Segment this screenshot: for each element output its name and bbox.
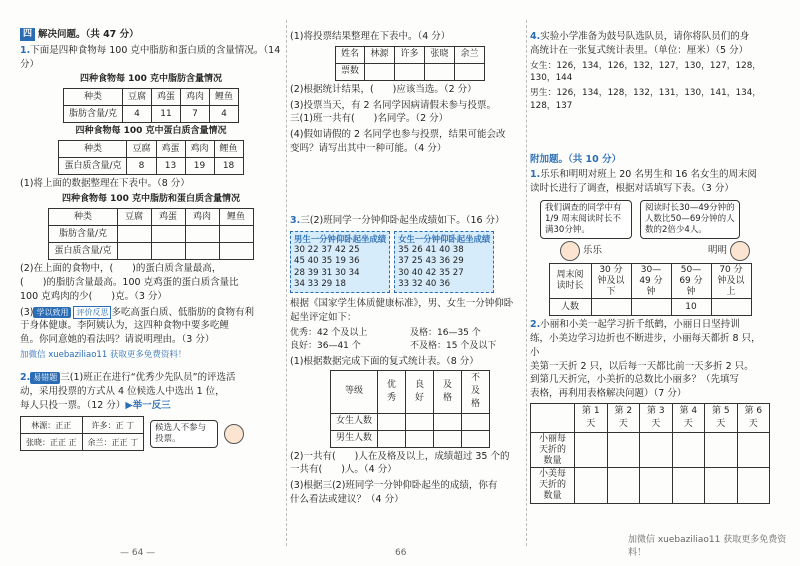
- column-divider: [286, 20, 287, 546]
- question-3-1: (1)根据数据完成下面的复式统计表。（8 分）: [290, 355, 479, 367]
- link-practice[interactable]: ▶举一反三: [125, 399, 171, 411]
- question-2-4: (4)假如请假的 2 名同学也参与投票，结果可能会改 变吗？请写出其中一种可能。（4 分）: [290, 129, 506, 154]
- blank-cell[interactable]: [406, 430, 434, 447]
- blank-cell[interactable]: [462, 430, 490, 447]
- question-2-3: (3)投票当天，有 2 名同学因病请假未参与投票。 三(1)班一共有( )名同学。（2 分）: [290, 99, 497, 125]
- blank-cell[interactable]: [737, 433, 770, 468]
- tag-apply: 学以致用: [33, 307, 71, 319]
- question-2-1: (1)将投票结果整理在下表中。（4 分）: [290, 31, 451, 42]
- blank-cell[interactable]: [406, 413, 434, 430]
- blank-cell[interactable]: [672, 468, 705, 503]
- fat-table: [63, 88, 239, 123]
- table-header: 张晓: [425, 46, 455, 63]
- boys-data-box: [290, 231, 390, 293]
- table2-title: 四种食物每 100 克中蛋白质含量情况: [75, 126, 227, 137]
- blank-cell[interactable]: [455, 63, 485, 80]
- blank-cell[interactable]: [462, 413, 490, 430]
- bubble-mingming: 阅读时长30—49分钟的人数比50—69分钟的人数的2倍少4人。: [640, 200, 740, 239]
- column-left: [20, 28, 282, 451]
- table-cell: 7: [181, 106, 210, 123]
- blank-cell[interactable]: [378, 430, 406, 447]
- table-header: 周末阅读时长: [549, 263, 591, 298]
- section-title: 解决问题。（共 47 分）: [38, 29, 139, 40]
- table-header: 第 5 天: [705, 403, 738, 432]
- blank-cell[interactable]: [607, 433, 640, 468]
- data-row: 37 25 43 36 29: [398, 256, 464, 267]
- blank-cell[interactable]: [219, 226, 253, 243]
- table-header: 等级: [330, 371, 377, 413]
- standard-item: 及格：16—35 个: [410, 327, 481, 338]
- blank-cell[interactable]: [434, 430, 462, 447]
- blank-cell[interactable]: [185, 226, 219, 243]
- folding-table: [530, 403, 770, 504]
- data-row: 34 33 29 18: [294, 278, 346, 289]
- standard-item: 良好：36—41 个: [290, 340, 361, 351]
- row-label: 票数: [335, 63, 364, 80]
- table-header: 30—49 分钟: [631, 263, 671, 298]
- table-header: 第 6 天: [737, 403, 770, 432]
- bonus-header: [530, 153, 770, 167]
- row-label: 蛋白质含量/克: [59, 158, 127, 175]
- table-header: 种类: [63, 89, 122, 106]
- name-mingming: 明明: [707, 245, 727, 257]
- blank-cell[interactable]: [434, 413, 462, 430]
- table-header: 第 2 天: [607, 403, 640, 432]
- tally-cell: 余兰：正正 丁: [82, 434, 144, 451]
- blank-cell[interactable]: [672, 433, 705, 468]
- table-header: 鲤鱼: [214, 141, 243, 158]
- table-header: 鲤鱼: [219, 209, 253, 226]
- table-header: 豆腐: [117, 209, 151, 226]
- blank-cell[interactable]: [705, 433, 738, 468]
- table-header: 豆腐: [122, 89, 151, 106]
- speech-bubble: 候选人不参与投票。: [150, 420, 218, 448]
- table-header: 鸡肉: [185, 141, 214, 158]
- standard-intro: 根据《国家学生体质健康标准》，男、女生一分钟仰卧 起坐评定如下：: [290, 297, 514, 323]
- table-cell: 8: [127, 158, 156, 175]
- table-header: 不及格: [462, 371, 490, 413]
- row-label: 小丽每天折的数量: [531, 433, 575, 468]
- table-header: 林源: [365, 46, 395, 63]
- standard-item: 不及格：15 个及以下: [410, 340, 497, 351]
- question-3: 3.三(2)班同学一分钟仰卧起坐成绩如下。（16 分）: [290, 214, 505, 226]
- characters: [560, 241, 750, 261]
- tally-cell: 林源：正正: [21, 417, 83, 434]
- girls-heights: 女生：126，134，126，132，127，130，127，128，130，144: [530, 60, 762, 84]
- bonus-title: 附加题。（共 10 分）: [530, 153, 622, 165]
- question-1: 1.下面是四种食物每 100 克中脂肪和蛋白质的含量情况。（14 分）: [20, 44, 281, 70]
- table3-title: 四种食物每 100 克中脂肪和蛋白质含量情况: [61, 194, 241, 205]
- row-label: 男生人数: [330, 430, 377, 447]
- table-header: 及格: [434, 371, 462, 413]
- blank-cell[interactable]: [378, 413, 406, 430]
- vote-tally: [20, 416, 144, 451]
- table-header: 种类: [49, 209, 117, 226]
- table-header: 鸡蛋: [151, 209, 185, 226]
- grade-table: [330, 370, 490, 447]
- table-header: 余兰: [455, 46, 485, 63]
- table-cell: 11: [152, 106, 181, 123]
- row-label: 脂肪含量/克: [49, 226, 117, 243]
- blank-cell[interactable]: [640, 468, 673, 503]
- bubble-lele: 我们调查的同学中有 1/9 周末阅读时长不满30分钟。: [540, 200, 632, 239]
- bonus-question-2: 2.小丽和小美一起学习折千纸鹤，小丽日日坚持训 练，小美边学习边折也不断进步，小丽每天都折 8 只，小 美第一天折 2 只，以后每一天都比前一天多折 2 只。 到第几天折完，小美折的总数比小丽多？（先填写 表格，再利用表格解决问题）（7 分）: [530, 319, 761, 400]
- vote-table: [335, 46, 485, 81]
- column-divider: [526, 20, 527, 546]
- tally-cell: 许多：正 丁: [82, 417, 144, 434]
- protein-table: [58, 140, 243, 175]
- table-header: 优秀: [378, 371, 406, 413]
- blank-cell[interactable]: [365, 63, 395, 80]
- table-header: 鸡蛋: [152, 89, 181, 106]
- table-header: 许多: [395, 46, 425, 63]
- vote-area: [20, 416, 282, 451]
- section-number: 四: [20, 28, 35, 41]
- girl-avatar-icon: [224, 424, 244, 444]
- blank-cell[interactable]: [705, 468, 738, 503]
- table-header: 第 3 天: [640, 403, 673, 432]
- column-middle: [290, 28, 530, 509]
- table-header: 第 4 天: [672, 403, 705, 432]
- watermark-footer: 加微信 xuebaziliao11 获取更多免费资料！: [628, 534, 787, 558]
- question-1-3: (3) 学以致用 评价反思 多吃高蛋白质、低脂肪的食物有利 于身体健康。李阿姨认为，这四种食物中要多吃鲤 鱼。你同意她的看法吗？请说明理由。（3 分）: [20, 306, 254, 346]
- standard-item: 优秀：42 个及以上: [290, 327, 368, 338]
- row-label: 脂肪含量/克: [63, 106, 122, 123]
- blank-cell[interactable]: [575, 433, 608, 468]
- boy-avatar-icon: [730, 241, 750, 261]
- row-label: 蛋白质含量/克: [49, 243, 117, 260]
- reading-table: [549, 263, 752, 316]
- table-cell: 4: [210, 106, 239, 123]
- data-row: 35 26 41 40 38: [398, 245, 464, 256]
- row-label: 人数: [549, 299, 591, 316]
- question-1-1: (1)将上面的数据整理在下表中。（8 分）: [20, 178, 190, 190]
- table-cell: 10: [671, 299, 711, 316]
- boy-avatar-icon: [560, 241, 580, 261]
- blank-cell[interactable]: [737, 468, 770, 503]
- table-header: 鸡肉: [185, 209, 219, 226]
- question-2-2: (2)根据统计结果，( )应该当选。（2 分）: [290, 83, 477, 95]
- situp-data: [290, 231, 530, 293]
- data-row: 33 32 40 36: [398, 278, 451, 289]
- tag-reflect: 评价反思: [73, 306, 111, 320]
- table1-title: 四种食物每 100 克中脂肪含量情况: [79, 74, 223, 85]
- question-3-3: (3)根据三(2)班同学一分钟仰卧起坐的成绩，你有 什么看法或建议？（4 分）: [290, 480, 498, 505]
- blank-cell[interactable]: [640, 433, 673, 468]
- tag-error-prone: 易错题: [30, 372, 60, 384]
- watermark: 加微信 xuebaziliao11 获取更多免费资料！: [20, 349, 187, 360]
- table-header: 姓名: [335, 46, 364, 63]
- dialogue: [540, 200, 770, 239]
- blank-cell[interactable]: [185, 243, 219, 260]
- table-header: 50—69 分钟: [671, 263, 711, 298]
- boys-heights: 男生：126，134，128，132，131，130，141，134，128，137: [530, 88, 762, 111]
- girls-data-title: 女生一分钟仰卧起坐成绩: [398, 234, 491, 245]
- table-header: 豆腐: [127, 141, 156, 158]
- blank-cell[interactable]: [591, 299, 631, 316]
- question-3-2: (2)一共有( )人在及格及以上，成绩超过 35 个的 一共有( )人。（4 分）: [290, 450, 510, 476]
- table-corner: [531, 403, 575, 432]
- blank-cell[interactable]: [631, 299, 671, 316]
- data-row: 28 39 31 30 34: [294, 267, 360, 278]
- tally-cell: 张晓：正正 正: [21, 434, 83, 451]
- blank-cell[interactable]: [151, 243, 185, 260]
- blank-cell[interactable]: [607, 468, 640, 503]
- table-header: 鲤鱼: [210, 89, 239, 106]
- table-cell: 4: [122, 106, 151, 123]
- standard-list: [290, 327, 530, 353]
- blank-cell[interactable]: [711, 299, 751, 316]
- table-cell: 13: [156, 158, 185, 175]
- girls-data-box: [394, 231, 494, 293]
- table-header: 良好: [406, 371, 434, 413]
- name-lele: 乐乐: [583, 245, 603, 257]
- blank-cell[interactable]: [117, 226, 151, 243]
- question-1-2: (2)在上面的食物中，( )的蛋白质含量最高， ( )的脂肪含量最高。100 克鸡蛋的蛋白质含量比 100 克鸡肉的少( )克。（3 分）: [20, 263, 239, 302]
- blank-cell[interactable]: [117, 243, 151, 260]
- table-header: 第 1 天: [575, 403, 608, 432]
- column-right: [530, 28, 770, 506]
- blank-cell[interactable]: [575, 468, 608, 503]
- blank-cell[interactable]: [151, 226, 185, 243]
- table-header: 鸡肉: [181, 89, 210, 106]
- page-number-middle: 66: [395, 547, 407, 558]
- blank-cell[interactable]: [219, 243, 253, 260]
- table-header: 种类: [59, 141, 127, 158]
- data-row: 45 40 35 19 36: [294, 256, 360, 267]
- table-cell: 18: [214, 158, 243, 175]
- data-row: 30 22 37 42 25: [294, 245, 360, 256]
- row-label: 女生人数: [330, 413, 377, 430]
- boys-data-title: 男生一分钟仰卧起坐成绩: [294, 234, 387, 245]
- row-label: 小美每天折的数量: [531, 468, 575, 503]
- blank-cell[interactable]: [425, 63, 455, 80]
- bonus-question-1: 1.乐乐和明明对班上 20 名男生和 16 名女生的周末阅 读时长进行了调查，根据对话填写下表。（3 分）: [530, 169, 757, 195]
- question-2: 2. 易错题 三(1)班正在进行“优秀少先队员”的评选活 动，采用投票的方式从 4 位候选人中选出 1 位， 每人只投一票。（12 分）▶举一反三: [20, 372, 236, 411]
- combined-table: [48, 208, 253, 260]
- blank-cell[interactable]: [395, 63, 425, 80]
- page-number-left: — 64 —: [120, 547, 156, 558]
- table-header: 30 分钟及以下: [591, 263, 631, 298]
- data-row: 30 40 42 35 27: [398, 267, 464, 278]
- table-cell: 19: [185, 158, 214, 175]
- table-header: 鸡蛋: [156, 141, 185, 158]
- section-header: [20, 28, 282, 42]
- table-header: 70 分钟及以上: [711, 263, 751, 298]
- question-4: 4.实验小学准备为鼓号队选队员，请你将队员们的身 高统计在一张复式统计表里。（单位：厘米）（5 分）: [530, 31, 750, 56]
